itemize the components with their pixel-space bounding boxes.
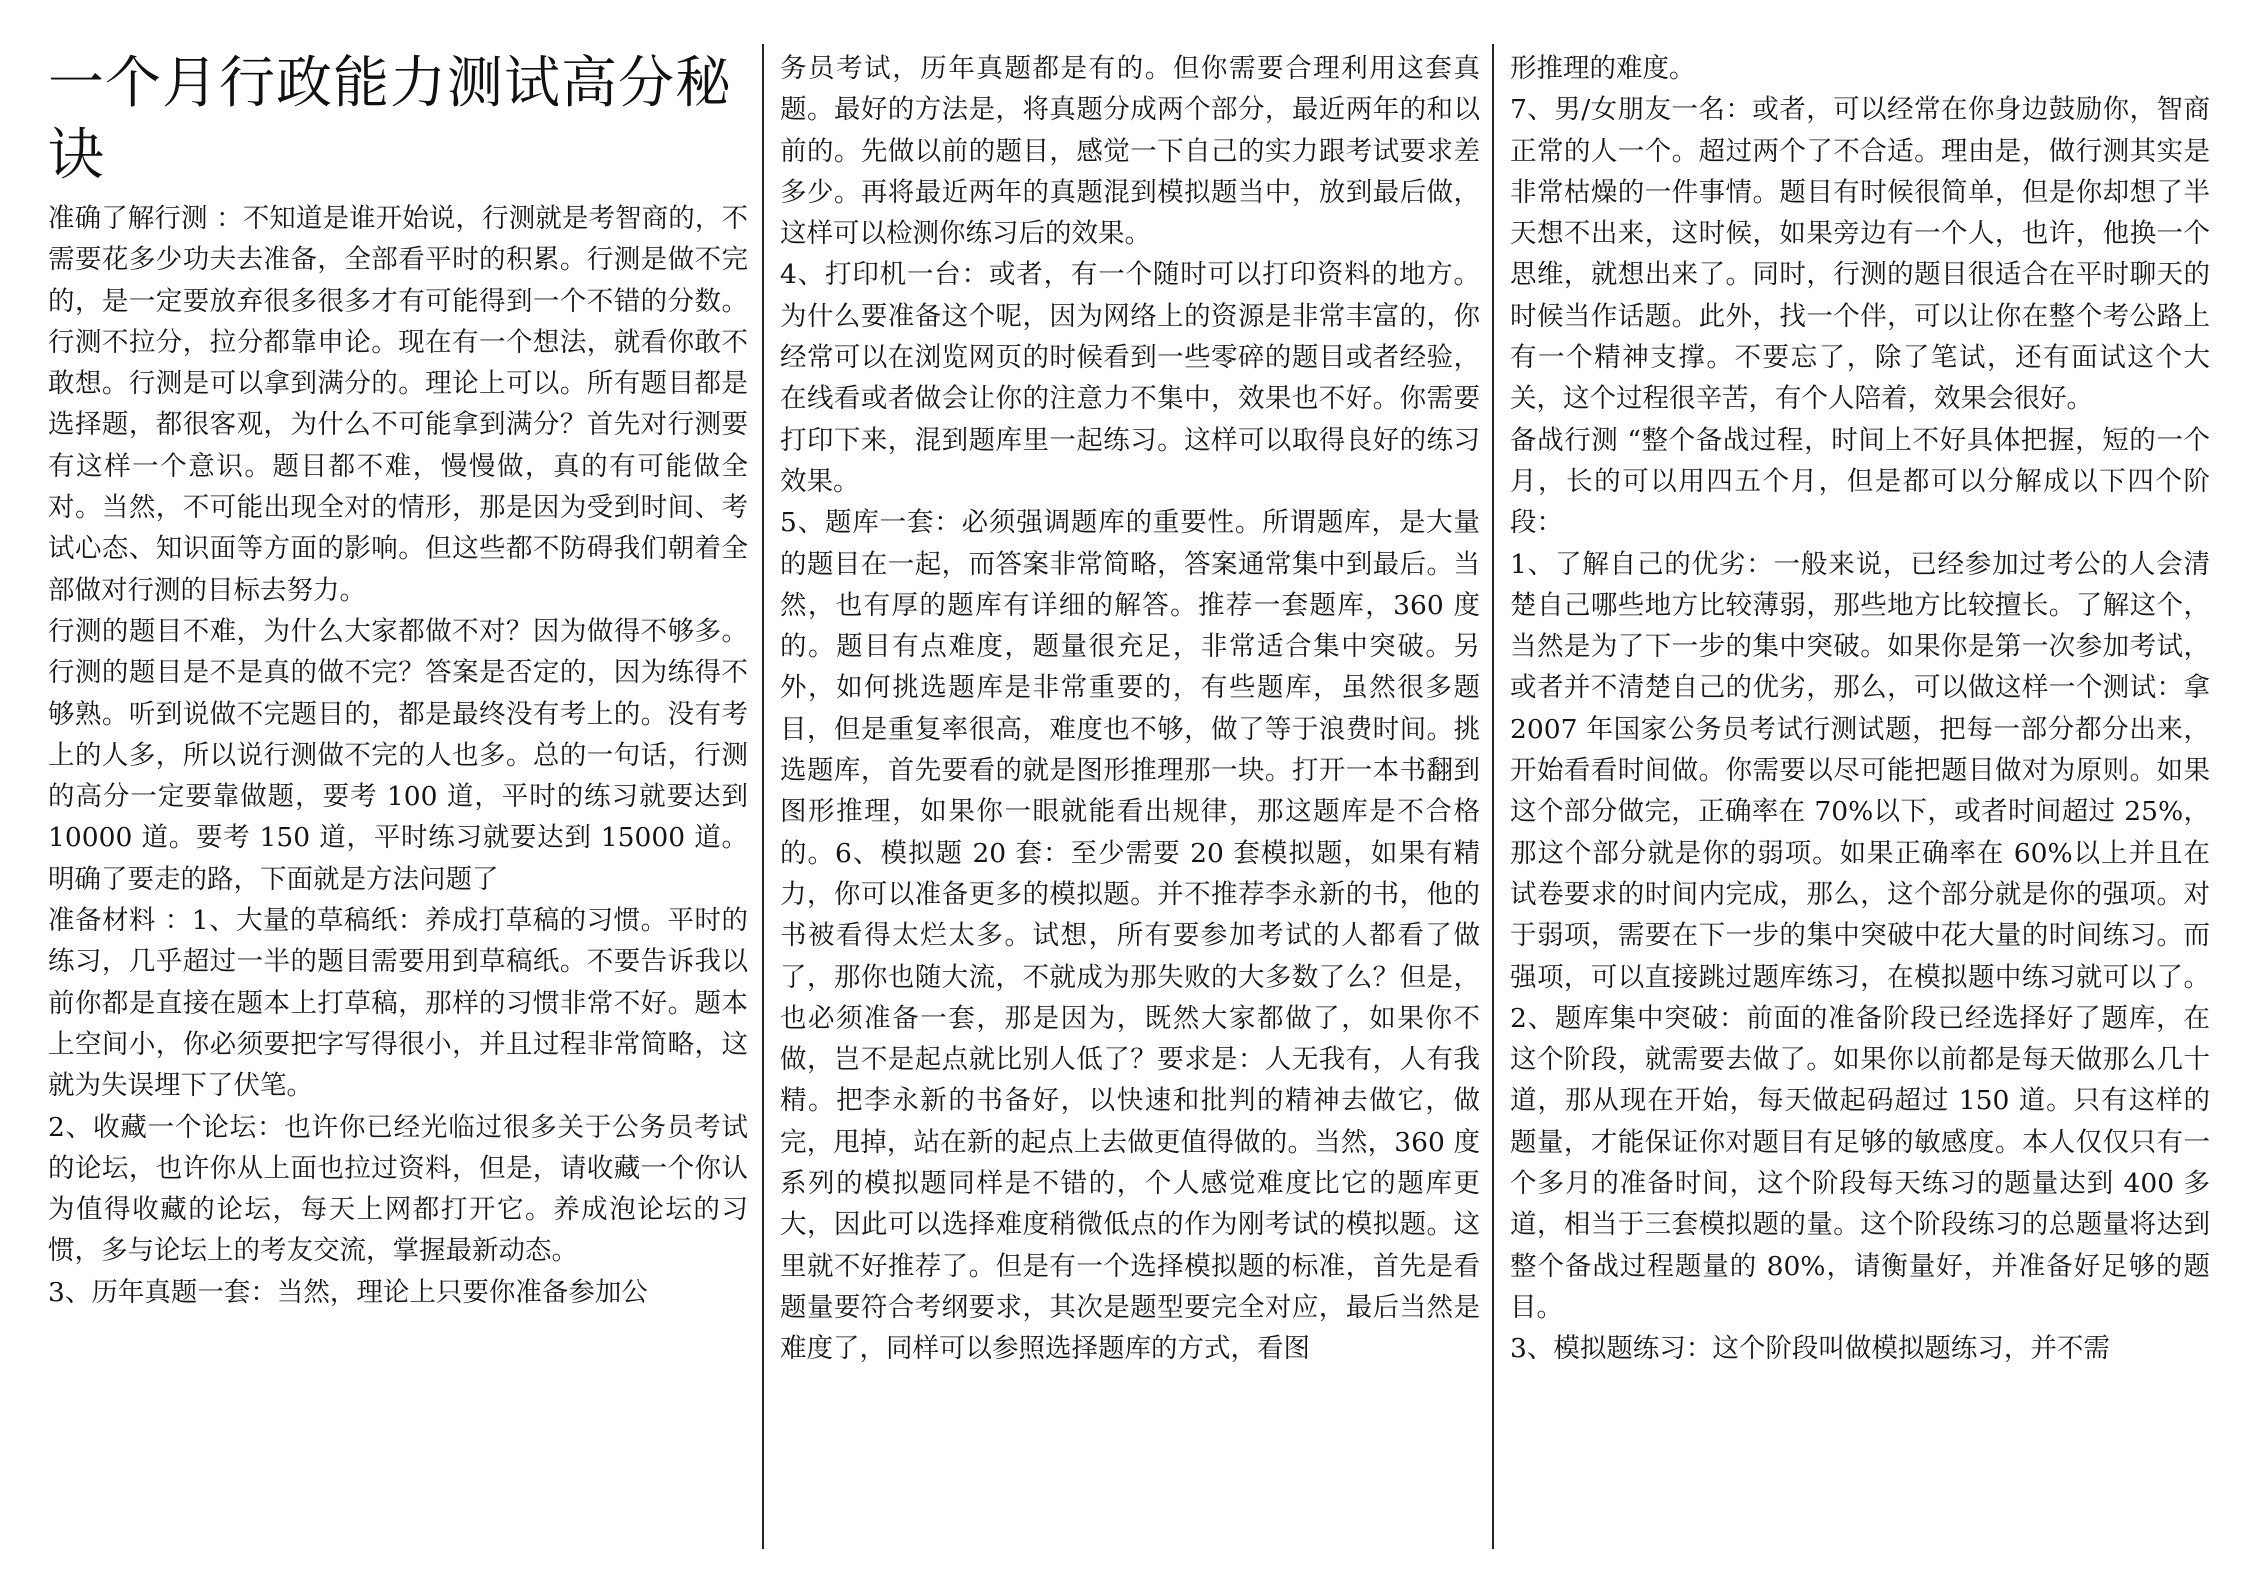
paragraph: 行测的题目不难，为什么大家都做不对？因为做得不够多。行测的题目是不是真的做不完？答案是否定的，因为练得不够熟。听到说做不完题目的，都是最终没有考上的。没有考上的人多，所以说行测做不完的人也多。总的一句话，行测的高分一定要靠做题，要考 100 道，平时的练习就要达到 10000 道。要考 150 道，平时练习就要达到 15000 道。明确了要走的路，下面就是方法问题了	[48, 615, 748, 895]
column-2	[780, 48, 1480, 1548]
paragraph: 准备材料 ：1、大量的草稿纸：养成打草稿的习惯。平时的练习，几乎超过一半的题目需要用到草稿纸。不要告诉我以前你都是直接在题本上打草稿，那样的习惯非常不好。题本上空间小，你必须要把字写得很小，并且过程非常简略，这就为失误埋下了伏笔。	[48, 905, 748, 1102]
paragraph: 4、打印机一台：或者，有一个随时可以打印资料的地方。为什么要准备这个呢，因为网络上的资源是非常丰富的，你经常可以在浏览网页的时候看到一些零碎的题目或者经验，在线看或者做会让你的注意力不集中，效果也不好。你需要打印下来，混到题库里一起练习。这样可以取得良好的练习效果。	[780, 259, 1480, 497]
column-3	[1510, 48, 2210, 1548]
paragraph: 备战行测 “整个备战过程，时间上不好具体把握，短的一个月，长的可以用四五个月，但是都可以分解成以下四个阶段：	[1510, 424, 2210, 539]
paragraph: 3、历年真题一套：当然，理论上只要你准备参加公	[48, 1276, 648, 1308]
paragraph: 形推理的难度。	[1510, 53, 1696, 84]
paragraph: 2、收藏一个论坛：也许你已经光临过很多关于公务员考试的论坛，也许你从上面也拉过资料，但是，请收藏一个你认为值得收藏的论坛，每天上网都打开它。养成泡论坛的习惯，多与论坛上的考友交流，掌握最新动态。	[48, 1111, 748, 1267]
column-1	[48, 48, 748, 1548]
paragraph: 准确了解行测 ：不知道是谁开始说，行测就是考智商的，不需要花多少功夫去准备，全部看平时的积累。行测是做不完的，是一定要放弃很多很多才有可能得到一个不错的分数。行测不拉分，拉分都靠申论。现在有一个想法，就看你敢不敢想。行测是可以拿到满分的。理论上可以。所有题目都是选择题，都很客观，为什么不可能拿到满分？首先对行测要有这样一个意识。题目都不难，慢慢做，真的有可能做全对。当然，不可能出现全对的情形，那是因为受到时间、考试心态、知识面等方面的影响。但这些都不防碍我们朝着全部做对行测的目标去努力。	[48, 203, 748, 606]
paragraph: 1、了解自己的优劣：一般来说，已经参加过考公的人会清楚自己哪些地方比较薄弱，那些地方比较擅长。了解这个，当然是为了下一步的集中突破。如果你是第一次参加考试，或者并不清楚自己的优劣，那么，可以做这样一个测试：拿 2007 年国家公务员考试行测试题，把每一部分都分出来，开始看看时间做。你需要以尽可能把题目做对为原则。如果这个部分做完，正确率在 70%以下，或者时间超过 25%，那这个部分就是你的弱项。如果正确率在 60%以上并且在试卷要求的时间内完成，那么，这个部分就是你的强项。对于弱项，需要在下一步的集中突破中花大量的时间练习。而强项，可以直接跳过题库练习，在模拟题中练习就可以了。2、题库集中突破：前面的准备阶段已经选择好了题库，在这个阶段，就需要去做了。如果你以前都是每天做那么几十道，那从现在开始，每天做起码超过 150 道。只有这样的题量，才能保证你对题目有足够的敏感度。本人仅仅只有一个多月的准备时间，这个阶段每天练习的题量达到 400 多道，相当于三套模拟题的量。这个阶段练习的总题量将达到整个备战过程题量的 80%，请衡量好，并准备好足够的题目。	[1510, 548, 2210, 1323]
column-divider	[1492, 44, 1494, 1549]
paragraph: 5、题库一套：必须强调题库的重要性。所谓题库，是大量的题目在一起，而答案非常简略，答案通常集中到最后。当然，也有厚的题库有详细的解答。推荐一套题库，360 度的。题目有点难度，题量很充足，非常适合集中突破。另外，如何挑选题库是非常重要的，有些题库，虽然很多题目，但是重复率很高，难度也不够，做了等于浪费时间。挑选题库，首先要看的就是图形推理那一块。打开一本书翻到图形推理，如果你一眼就能看出规律，那这题库是不合格的。6、模拟题 20 套：至少需要 20 套模拟题，如果有精力，你可以准备更多的模拟题。并不推荐李永新的书，他的书被看得太烂太多。试想，所有要参加考试的人都看了做了，那你也随大流，不就成为那失败的大多数了么？但是，也必须准备一套，那是因为，既然大家都做了，如果你不做，岂不是起点就比别人低了？要求是：人无我有，人有我精。把李永新的书备好，以快速和批判的精神去做它，做完，甩掉，站在新的起点上去做更值得做的。当然，360 度系列的模拟题同样是不错的，个人感觉难度比它的题库更大，因此可以选择难度稍微低点的作为刚考试的模拟题。这里就不好推荐了。但是有一个选择模拟题的标准，首先是看题量要符合考纲要求，其次是题型要完全对应，最后当然是难度了，同样可以参照选择题库的方式，看图	[780, 507, 1480, 1365]
paragraph: 3、模拟题练习：这个阶段叫做模拟题练习，并不需	[1510, 1333, 2110, 1365]
column-divider	[762, 44, 764, 1549]
paragraph: 7、男/女朋友一名：或者，可以经常在你身边鼓励你，智商正常的人一个。超过两个了不合适。理由是，做行测其实是非常枯燥的一件事情。题目有时候很简单，但是你却想了半天想不出来，这时候，如果旁边有一个人，也许，他换一个思维，就想出来了。同时，行测的题目很适合在平时聊天的时候当作话题。此外，找一个伴，可以让你在整个考公路上有一个精神支撑。不要忘了，除了笔试，还有面试这个大关，这个过程很辛苦，有个人陪着，效果会很好。	[1510, 94, 2210, 415]
paragraph: 务员考试，历年真题都是有的。但你需要合理利用这套真题。最好的方法是，将真题分成两个部分，最近两年的和以前的。先做以前的题目，感觉一下自己的实力跟考试要求差多少。再将最近两年的真题混到模拟题当中，放到最后做，这样可以检测你练习后的效果。	[780, 53, 1480, 250]
article-title: 一个月行政能力测试高分秘诀	[48, 51, 732, 188]
